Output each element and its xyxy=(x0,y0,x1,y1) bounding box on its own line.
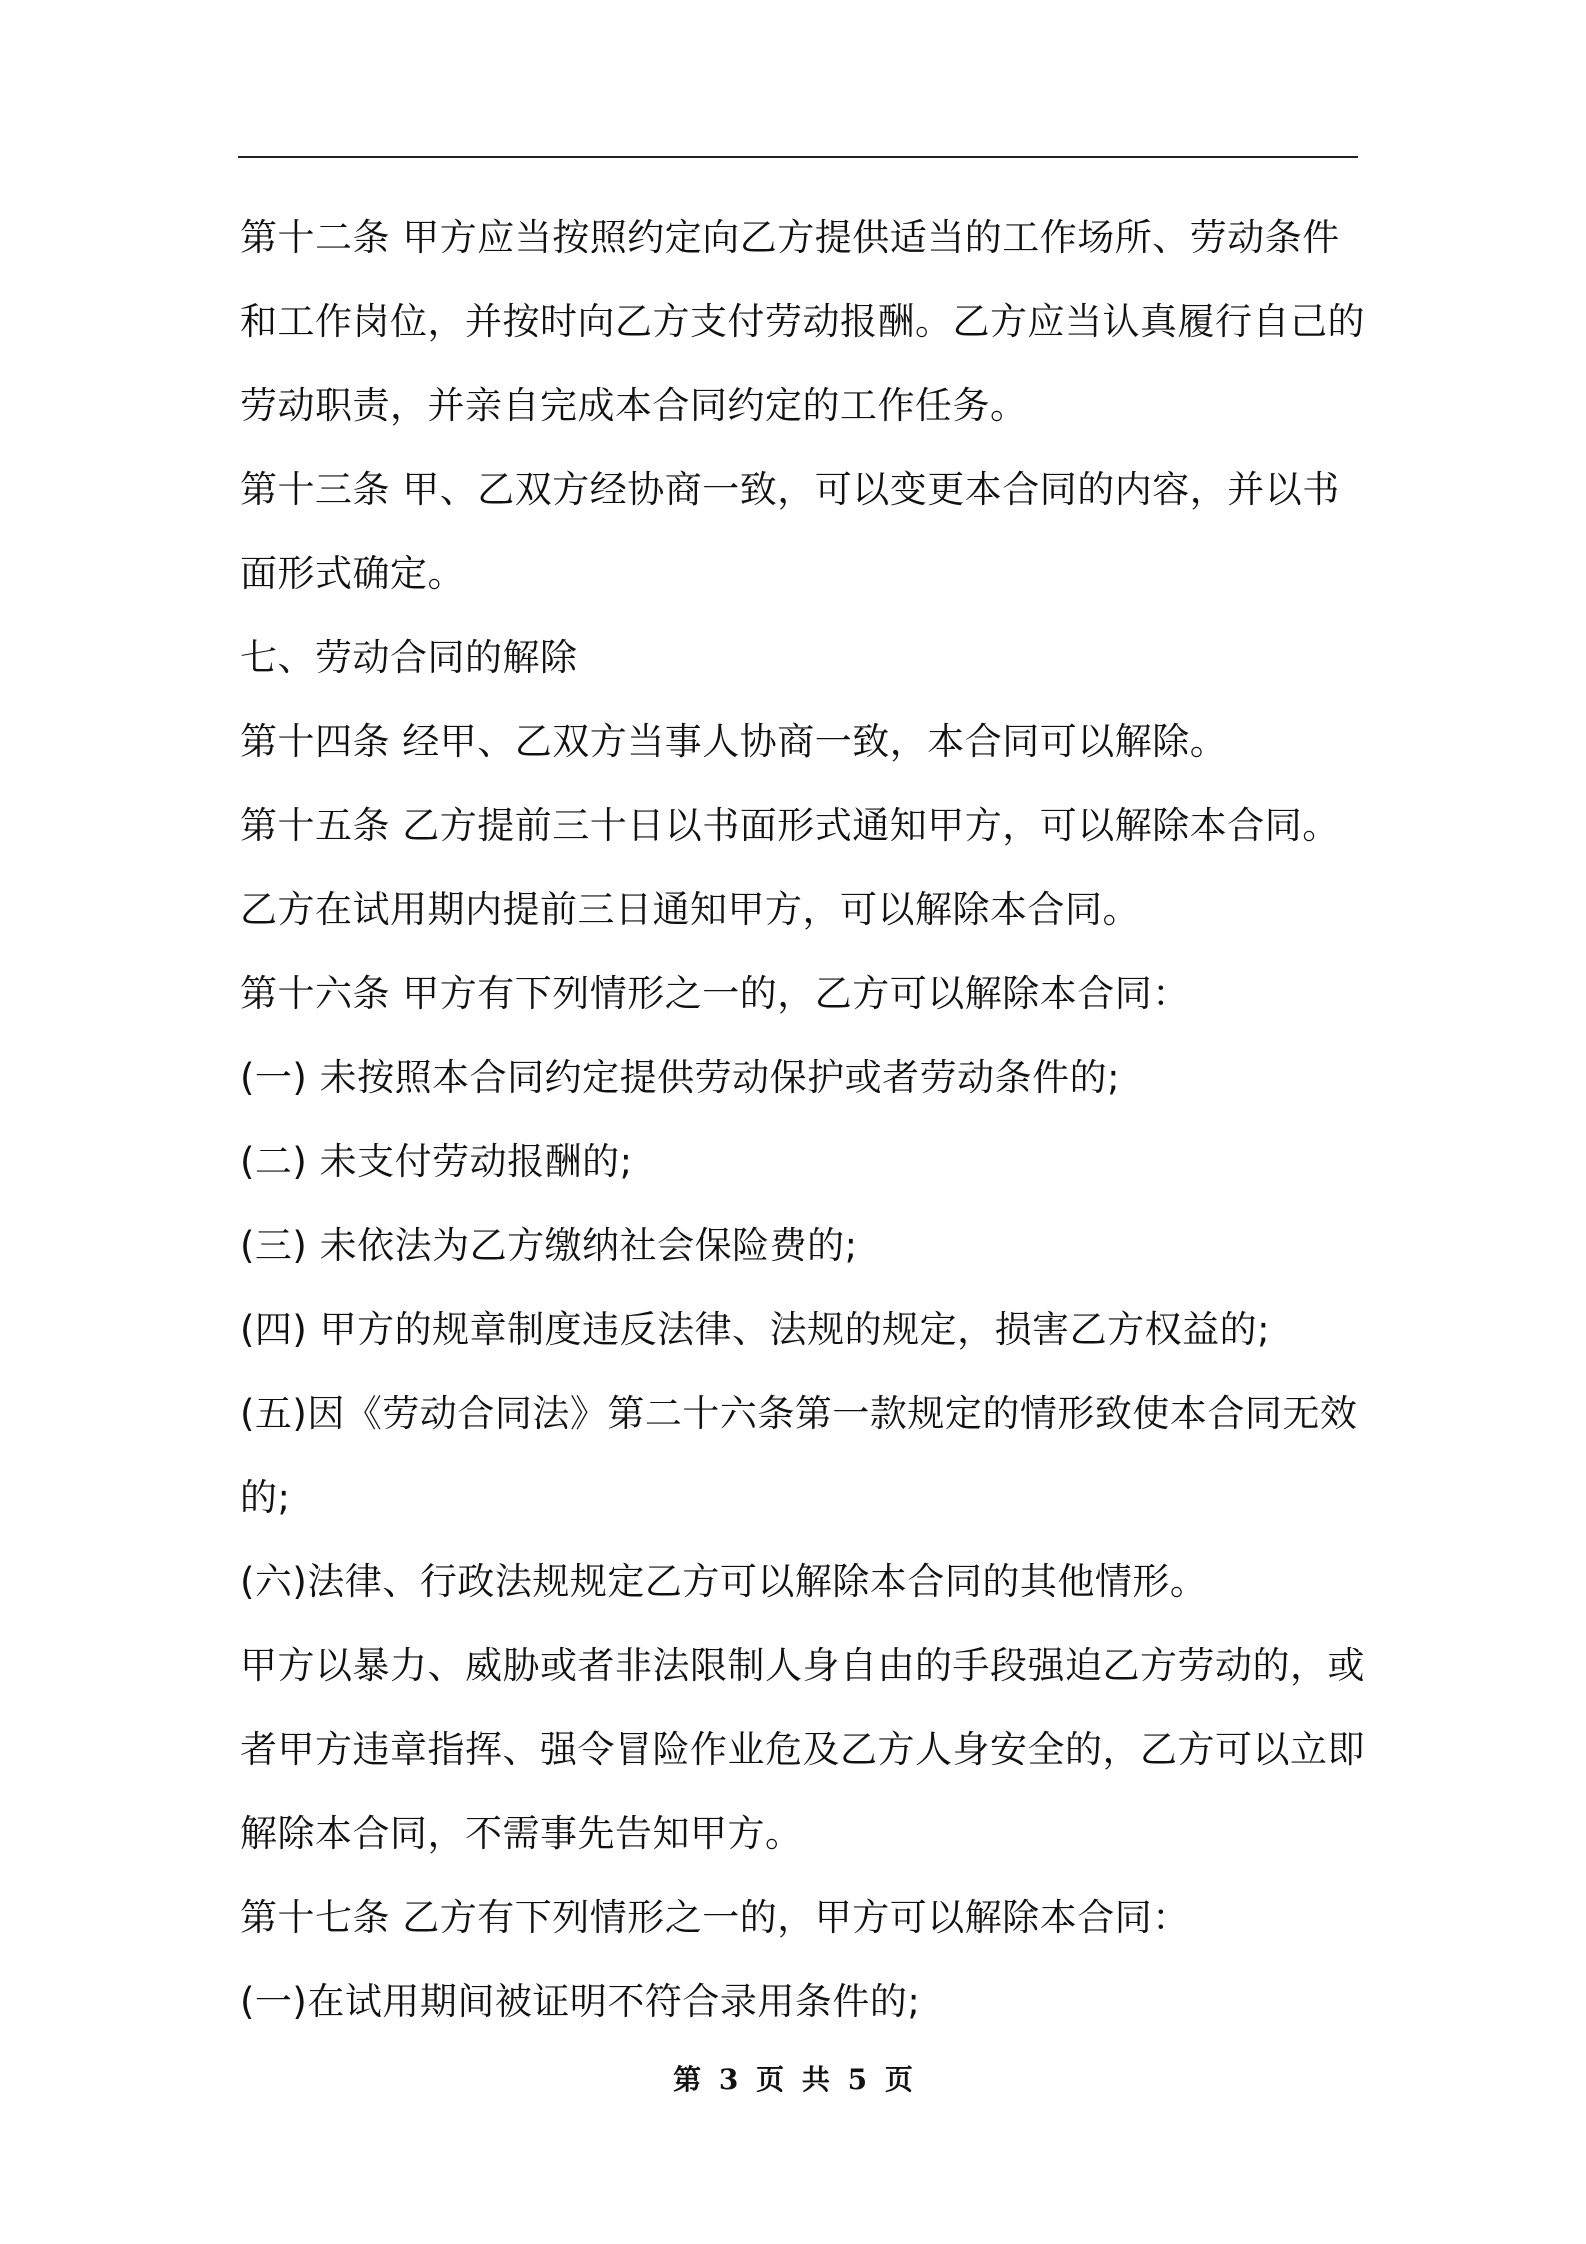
text-line: 劳动职责，并亲自完成本合同约定的工作任务。 xyxy=(240,384,1028,427)
section-heading: 七、劳动合同的解除 xyxy=(240,636,578,679)
text-line: 第十二条 甲方应当按照约定向乙方提供适当的工作场所、劳动条件 xyxy=(240,216,1340,259)
list-item: (四) 甲方的规章制度违反法律、法规的规定，损害乙方权益的; xyxy=(240,1308,1271,1351)
text-line: 者甲方违章指挥、强令冒险作业危及乙方人身安全的，乙方可以立即 xyxy=(240,1728,1365,1771)
list-item: (六)法律、行政法规规定乙方可以解除本合同的其他情形。 xyxy=(240,1560,1208,1603)
text-line: 第十六条 甲方有下列情形之一的，乙方可以解除本合同： xyxy=(240,972,1190,1015)
list-item: (一)在试用期间被证明不符合录用条件的; xyxy=(240,1980,921,2023)
text-line: 第十三条 甲、乙双方经协商一致，可以变更本合同的内容，并以书 xyxy=(240,468,1340,511)
header-rule xyxy=(238,156,1358,158)
text-line: 甲方以暴力、威胁或者非法限制人身自由的手段强迫乙方劳动的，或 xyxy=(240,1644,1365,1687)
text-line: 第十四条 经甲、乙双方当事人协商一致，本合同可以解除。 xyxy=(240,720,1228,763)
text-line: 解除本合同，不需事先告知甲方。 xyxy=(240,1812,803,1855)
page-number: 第 3 页 共 5 页 xyxy=(673,2063,913,2096)
text-line: 第十七条 乙方有下列情形之一的，甲方可以解除本合同： xyxy=(240,1896,1190,1939)
document-body xyxy=(240,196,1364,2044)
list-item: 的; xyxy=(240,1476,291,1519)
text-line: 第十五条 乙方提前三十日以书面形式通知甲方，可以解除本合同。 xyxy=(240,804,1340,847)
list-item: (五)因《劳动合同法》第二十六条第一款规定的情形致使本合同无效 xyxy=(240,1392,1358,1435)
list-item: (三) 未依法为乙方缴纳社会保险费的; xyxy=(240,1224,858,1267)
text-line: 和工作岗位，并按时向乙方支付劳动报酬。乙方应当认真履行自己的 xyxy=(240,300,1365,343)
text-line: 乙方在试用期内提前三日通知甲方，可以解除本合同。 xyxy=(240,888,1140,931)
text-line: 面形式确定。 xyxy=(240,552,465,595)
list-item: (二) 未支付劳动报酬的; xyxy=(240,1140,633,1183)
list-item: (一) 未按照本合同约定提供劳动保护或者劳动条件的; xyxy=(240,1056,1121,1099)
